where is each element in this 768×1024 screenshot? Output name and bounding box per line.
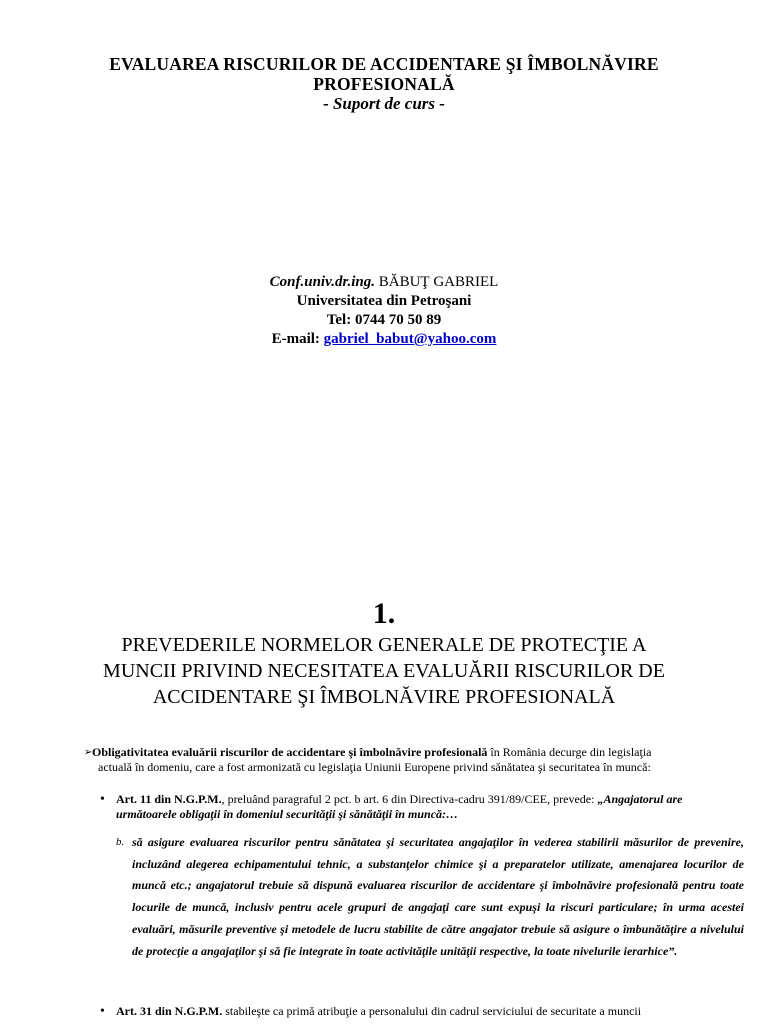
document-title-line1: EVALUAREA RISCURILOR DE ACCIDENTARE ŞI ÎMBOLNĂVIRE: [109, 54, 659, 74]
document-subtitle: - Suport de curs -: [323, 94, 445, 113]
bullet-art31: [100, 1004, 744, 1019]
chapter-title: [0, 632, 768, 710]
bullet-dot-icon: •: [100, 792, 105, 807]
sub-item-text: să asigure evaluarea riscurilor pentru sănătatea şi securitatea angajaţilor în vederea stabilirii măsurilor de prevenire, incluzând alegerea echipamentului tehnic, a substanţelor chimice şi a preparatelor utilizate, amenajarea locurilor de muncă etc.; angajatorul trebuie să dispună evaluarea riscurilor de accidentare şi îmbolnăvire profesională pentru toate locurile de muncă, inclusiv pentru acele grupuri de angajaţi care sunt expuşi la riscuri particulare; în urma acestei evaluări, măsurile preventive şi metodele de lucru stabilite de către angajator trebuie să asigure o îmbunătăţire a nivelului de protecţie a angajaţilor şi să fie integrate în toate activităţile unităţii respective, la toate nivelurile ierarhice”.: [132, 835, 744, 958]
sub-item-b: [116, 832, 744, 962]
bullet-art11: [100, 792, 744, 822]
author-name: BĂBUŢ GABRIEL: [378, 274, 499, 290]
email-link[interactable]: gabriel_babut@yahoo.com: [323, 331, 497, 347]
bullet2-bold: Art. 31 din N.G.P.M.: [116, 1004, 223, 1018]
email-label: E-mail:: [271, 331, 320, 347]
bullet1-bold: Art. 11 din N.G.P.M.: [116, 792, 222, 806]
intro-paragraph: [84, 745, 744, 775]
bullet-dot-icon: •: [100, 1004, 105, 1019]
bullet1-quote: „Angajatorul are următoarele obligaţii în domeniul securităţii şi sănătăţii în muncă:…: [116, 792, 683, 821]
document-header: [0, 54, 768, 114]
chapter-number: 1.: [372, 597, 396, 630]
arrow-bullet-icon: ➢: [84, 747, 93, 758]
bullet1-mid: , preluând paragraful 2 pct. b art. 6 din Directiva-cadru 391/89/CEE, prevede:: [221, 792, 598, 806]
chapter-title-line1: PREVEDERILE NORMELOR GENERALE DE PROTECŢIE A: [121, 634, 647, 656]
bullet2-rest: stabileşte ca primă atribuţie a personalului din cadrul serviciului de securitate a muncii: [222, 1004, 642, 1018]
chapter-title-line3: ACCIDENTARE ŞI ÎMBOLNĂVIRE PROFESIONALĂ: [152, 686, 616, 708]
author-institution: Universitatea din Petroşani: [296, 293, 472, 309]
intro-line2: actuală în domeniu, care a fost armonizată cu legislaţia Uniunii Europene privind sănătatea şi securitatea în muncă:: [98, 760, 651, 774]
author-block: [0, 273, 768, 349]
document-title-line2: PROFESIONALĂ: [313, 74, 455, 94]
author-phone: Tel: 0744 70 50 89: [326, 312, 442, 328]
chapter-title-line2: MUNCII PRIVIND NECESITATEA EVALUĂRII RISCURILOR DE: [103, 660, 665, 682]
author-email-line: [0, 330, 768, 349]
intro-bold-text: Obligativitatea evaluării riscurilor de accidentare şi îmbolnăvire profesională: [92, 745, 488, 759]
author-line: [0, 273, 768, 292]
intro-rest-line1: în România decurge din legislaţia: [487, 745, 652, 759]
author-prefix: Conf.univ.dr.ing.: [269, 274, 375, 290]
sub-item-letter: b.: [116, 836, 125, 848]
